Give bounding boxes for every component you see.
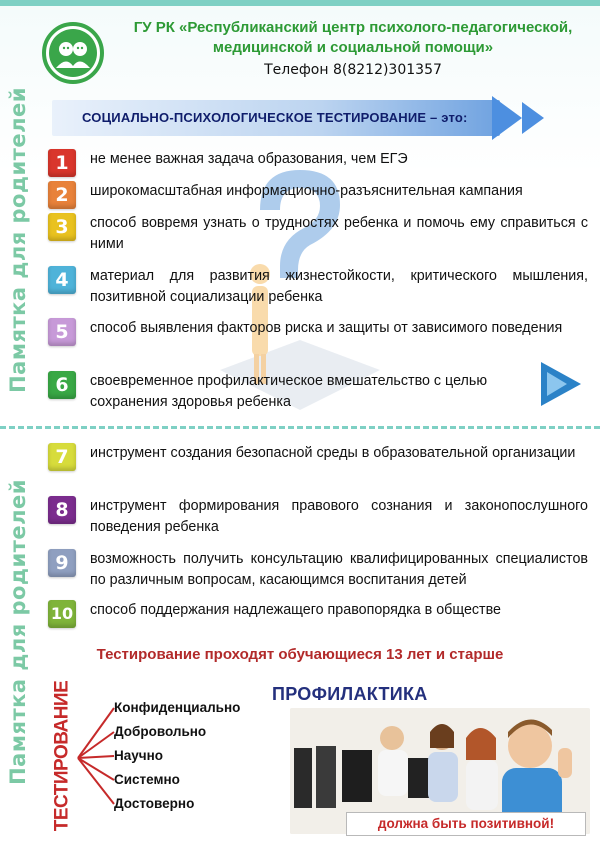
testing-word: ТЕСТИРОВАНИЕ — [51, 680, 73, 832]
list-item — [48, 600, 588, 628]
item-text: инструмент формирования правового сознания и законопослушного поведения ребенка — [90, 498, 588, 535]
list-item — [48, 213, 588, 255]
family-logo-icon — [42, 22, 104, 84]
item-number-badge: 5 — [48, 318, 76, 346]
banner-title: СОЦИАЛЬНО-ПСИХОЛОГИЧЕСКОЕ ТЕСТИРОВАНИЕ – это: — [82, 110, 468, 125]
item-number-badge: 6 — [48, 371, 76, 399]
item-number-badge: 10 — [48, 600, 76, 628]
item-text: инструмент создания безопасной среды в образовательной организации — [90, 445, 576, 461]
next-arrow-icon[interactable] — [541, 362, 581, 406]
branch-lines — [74, 696, 118, 820]
branch-label: Добровольно — [114, 724, 207, 739]
organization-name: ГУ РК «Республиканский центр психолого-педагогической, медицинской и социальной помощи» — [133, 19, 573, 56]
branch-label: Системно — [114, 772, 180, 787]
item-number-badge: 4 — [48, 266, 76, 294]
item-number-badge: 7 — [48, 443, 76, 471]
list-item — [48, 266, 588, 308]
section-banner — [52, 96, 562, 140]
side-label-top: Памятка для родителей — [6, 87, 31, 393]
item-text: способ вовремя узнать о трудностях ребенка и помочь ему справиться с ними — [90, 215, 588, 252]
age-note: Тестирование проходят обучающиеся 13 лет и старше — [96, 646, 504, 663]
list-item — [48, 181, 588, 209]
item-text: материал для развития жизнестойкости, критического мышления, позитивной социализации ребенка — [90, 268, 588, 305]
item-number-badge: 3 — [48, 213, 76, 241]
item-text: способ поддержания надлежащего правопорядка в обществе — [90, 602, 501, 618]
item-text: своевременное профилактическое вмешательство с целью сохранения здоровья ребенка — [90, 373, 488, 410]
item-text: возможность получить консультацию квалифицированных специалистов по различным вопросам, касающимся воспитания детей — [90, 551, 588, 588]
list-item — [48, 549, 588, 591]
branch-label: Достоверно — [114, 796, 195, 811]
branch-label: Конфиденциально — [114, 700, 241, 715]
list-item — [48, 443, 588, 471]
list-item — [48, 318, 588, 346]
item-text: способ выявления факторов риска и защиты от зависимого поведения — [90, 320, 563, 336]
list-item — [48, 371, 528, 413]
item-number-badge: 8 — [48, 496, 76, 524]
item-number-badge: 1 — [48, 149, 76, 177]
item-text: широкомасштабная информационно-разъяснительная кампания — [90, 183, 523, 199]
list-item — [48, 496, 588, 538]
branch-label: Научно — [114, 748, 164, 763]
list-item — [48, 149, 588, 177]
item-text: не менее важная задача образования, чем ЕГЭ — [90, 151, 408, 167]
item-number-badge: 2 — [48, 181, 76, 209]
organization-phone: Телефон 8(8212)301357 — [264, 62, 442, 78]
item-number-badge: 9 — [48, 549, 76, 577]
prevention-title: ПРОФИЛАКТИКА — [272, 684, 428, 704]
side-label-bottom: Памятка для родителей — [6, 479, 31, 785]
prevention-caption: должна быть позитивной! — [346, 812, 586, 836]
